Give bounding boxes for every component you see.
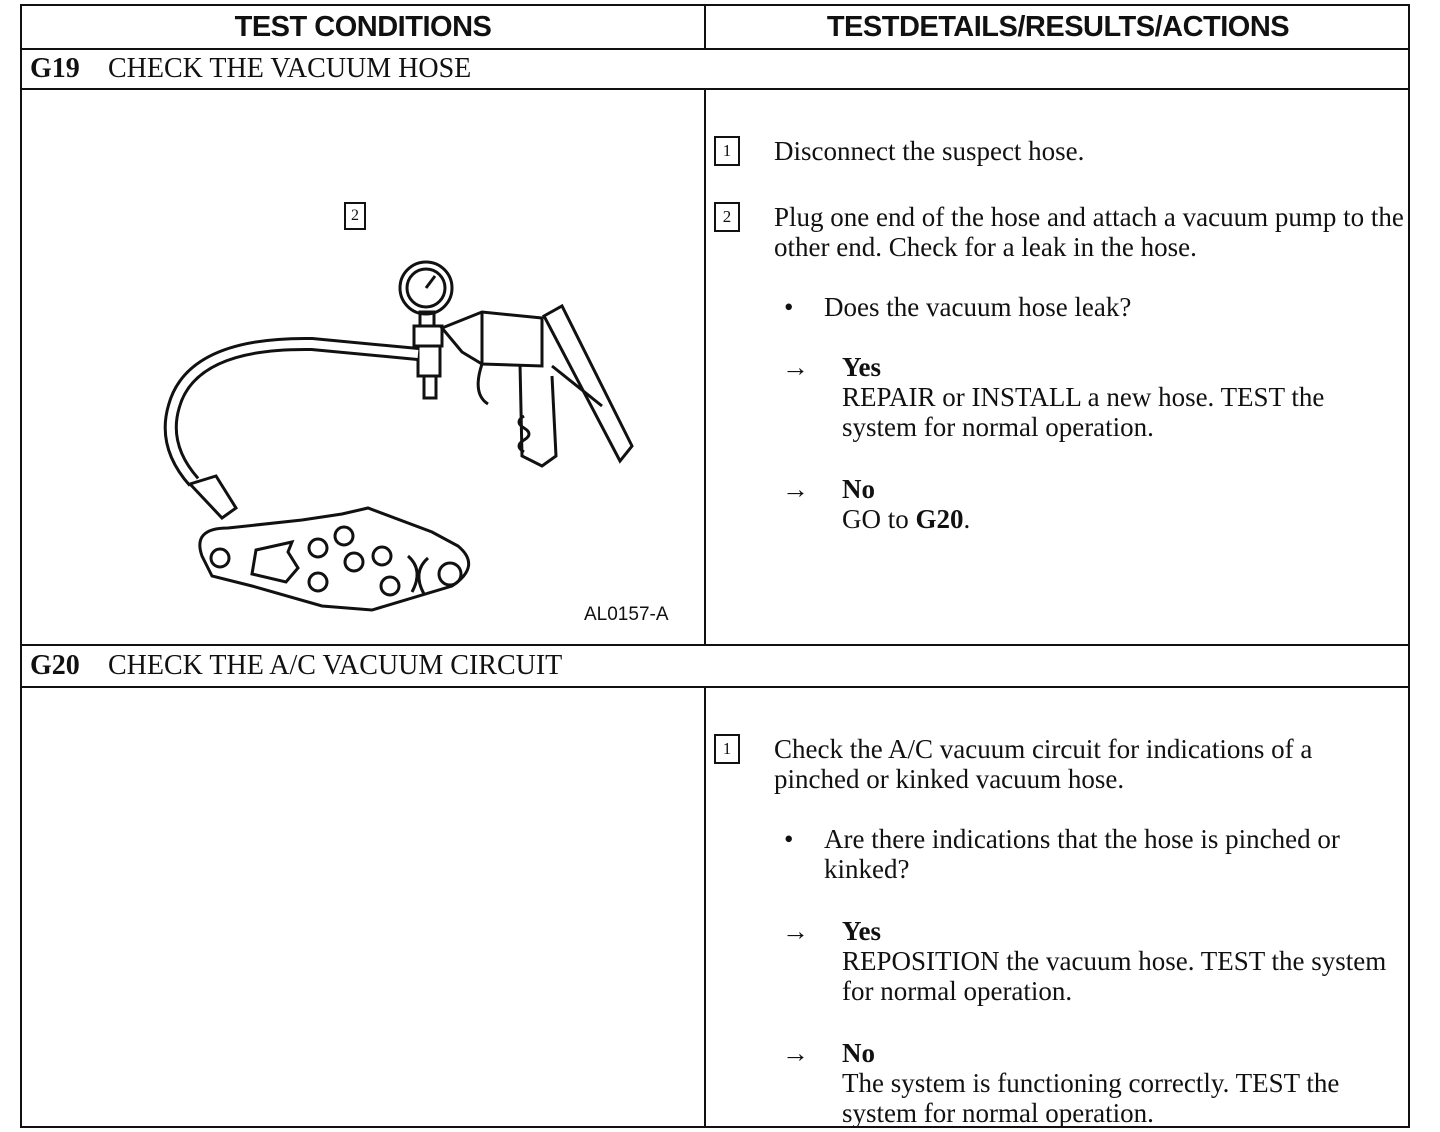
- procedure-table: [20, 4, 1410, 1128]
- step-number-box: 1: [714, 136, 740, 166]
- step-text: Disconnect the suspect hose.: [774, 136, 1085, 166]
- action-suffix: .: [963, 504, 971, 534]
- spacer: [22, 172, 704, 182]
- section-code: G19: [30, 53, 80, 84]
- g20-column-divider: [704, 688, 706, 1128]
- arrow-icon: →: [782, 474, 809, 504]
- section-title-g20: [22, 646, 1410, 686]
- question-text: Does the vacuum hose leak?: [824, 292, 1132, 322]
- outcome-action: The system is functioning correctly. TEST the system for normal operation.: [842, 1068, 1340, 1128]
- outcome-action: [842, 504, 1402, 534]
- outcome-action: REPAIR or INSTALL a new hose. TEST the system for normal operation.: [842, 382, 1325, 442]
- section-title-text: CHECK THE VACUUM HOSE: [108, 53, 472, 84]
- arrow-icon: →: [782, 352, 809, 382]
- g20-step-1: [714, 734, 1394, 1128]
- section-title-text: CHECK THE A/C VACUUM CIRCUIT: [108, 650, 563, 681]
- g19-step-2: [714, 202, 1404, 542]
- question-text: Are there indications that the hose is pinched or kinked?: [824, 824, 1340, 884]
- outcome-label: Yes: [842, 916, 881, 946]
- header-test-conditions: TEST CONDITIONS: [234, 10, 492, 43]
- step-number-box: 2: [714, 202, 740, 232]
- step-text: Check the A/C vacuum circuit for indications of a pinched or kinked vacuum hose.: [774, 734, 1313, 794]
- g20-title-rule: [22, 686, 1410, 688]
- bullet-icon: •: [784, 292, 794, 322]
- section-link-g20[interactable]: G20: [915, 504, 964, 534]
- outcome-label: No: [842, 1038, 875, 1068]
- section-code: G20: [30, 650, 80, 681]
- section-title-g19: [22, 49, 1410, 89]
- arrow-icon: →: [782, 916, 809, 946]
- step-text: Plug one end of the hose and attach a vacuum pump to the other end. Check for a leak in the hose.: [774, 202, 1404, 262]
- arrow-icon: →: [782, 1038, 809, 1068]
- vacuum-pump-illustration: [132, 256, 652, 616]
- bullet-icon: •: [784, 824, 794, 854]
- outcome-label: No: [842, 474, 875, 504]
- g19-column-divider: [704, 90, 706, 646]
- outcome-action: REPOSITION the vacuum hose. TEST the system for normal operation.: [842, 946, 1387, 1006]
- outcome-label: Yes: [842, 352, 881, 382]
- step-number-box: 1: [714, 734, 740, 764]
- figure-caption: AL0157-A: [584, 604, 669, 625]
- figure-step-box: [344, 202, 366, 230]
- figure-step-number: 2: [351, 207, 359, 224]
- action-prefix: GO to: [842, 504, 916, 534]
- header-test-details: TESTDETAILS/RESULTS/ACTIONS: [826, 10, 1290, 43]
